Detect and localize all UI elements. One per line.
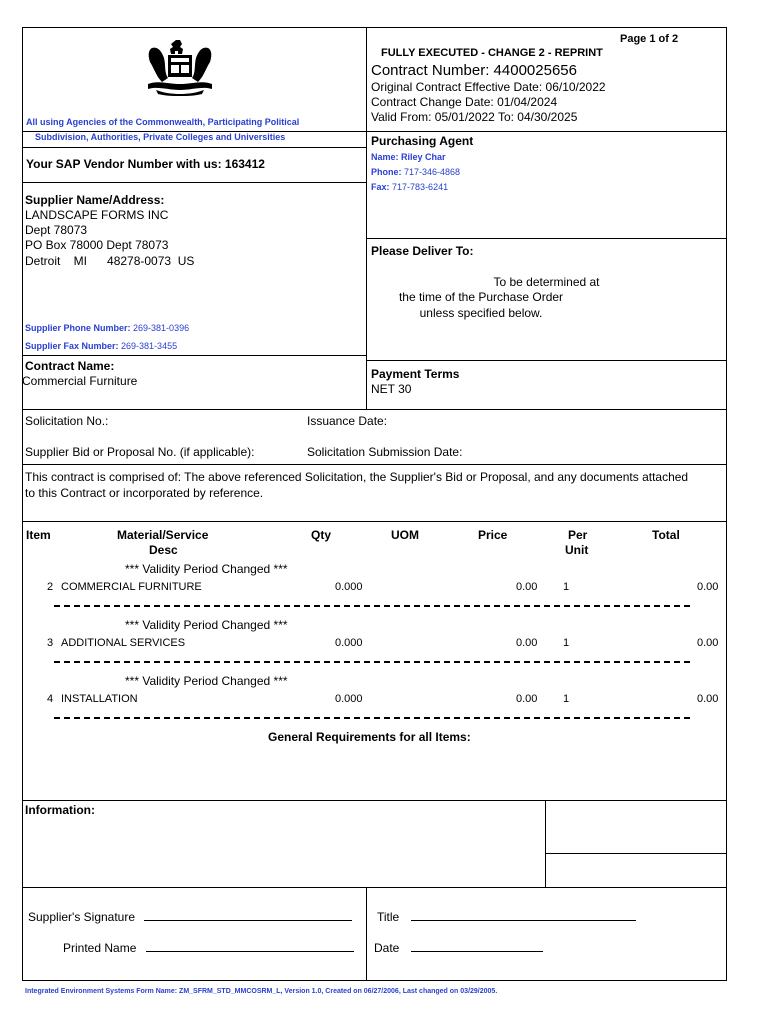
- supplier-phone-value: 269-381-0396: [133, 323, 190, 333]
- information-divider: [545, 800, 546, 888]
- solicitation-number: Solicitation No.:: [25, 414, 109, 428]
- supplier-signature-line[interactable]: [144, 910, 352, 921]
- comprised-line-1: This contract is comprised of: The above referenced Solicitation, the Supplier's Bid or Proposal, and any documents attached: [25, 470, 689, 484]
- row-note: *** Validity Period Changed ***: [125, 674, 288, 688]
- agencies-line-2: Subdivision, Authorities, Private Colleges and Universities: [35, 132, 286, 142]
- col-uom: UOM: [391, 528, 419, 542]
- deliver-line-3: unless specified below.: [419, 306, 543, 320]
- row-desc: INSTALLATION: [61, 693, 138, 705]
- title-label: Title: [377, 910, 400, 924]
- row-separator: [54, 661, 690, 663]
- header-divider: [366, 27, 367, 132]
- row-note: *** Validity Period Changed ***: [125, 618, 288, 632]
- row-item: 3: [47, 637, 54, 649]
- submission-date: Solicitation Submission Date:: [307, 445, 463, 459]
- issuance-date: Issuance Date:: [307, 414, 388, 428]
- supplier-address-line-1: LANDSCAPE FORMS INC: [25, 208, 169, 222]
- row-per: 1: [563, 693, 570, 705]
- contract-change-date: Contract Change Date: 01/04/2024: [371, 95, 558, 109]
- deliver-to-title: Please Deliver To:: [371, 244, 474, 258]
- signature-divider: [366, 887, 367, 981]
- supplier-fax-value: 269-381-3455: [121, 341, 178, 351]
- agent-name-value: Riley Char: [401, 152, 446, 162]
- row-desc: ADDITIONAL SERVICES: [61, 637, 186, 649]
- row-separator: [54, 717, 690, 719]
- vendor-agent-divider: [366, 131, 367, 410]
- col-price: Price: [478, 528, 508, 542]
- row-desc: COMMERCIAL FURNITURE: [61, 581, 202, 593]
- page-number: Page 1 of 2: [620, 33, 679, 45]
- contract-number: Contract Number: 4400025656: [371, 62, 577, 79]
- agent-phone-value: 717-346-4868: [404, 167, 461, 177]
- col-per-2: Unit: [565, 543, 589, 557]
- signature-box: [22, 887, 727, 981]
- row-total: 0.00: [697, 637, 719, 649]
- agent-name: [371, 152, 446, 163]
- col-qty: Qty: [311, 528, 332, 542]
- information-side-line: [545, 853, 727, 854]
- supplier-signature-label: Supplier's Signature: [28, 910, 136, 924]
- agent-phone: [371, 167, 460, 178]
- agencies-line-1: All using Agencies of the Commonwealth, Participating Political: [26, 117, 300, 127]
- row-qty: 0.000: [335, 637, 363, 649]
- supplier-address-line-3: PO Box 78000 Dept 78073: [25, 238, 169, 252]
- title-line[interactable]: [411, 910, 636, 921]
- row-item: 4: [47, 693, 54, 705]
- agent-phone-label: Phone:: [371, 167, 402, 177]
- printed-name-line[interactable]: [146, 941, 354, 952]
- supplier-fax-label: Supplier Fax Number:: [25, 341, 119, 351]
- supplier-address-label: Supplier Name/Address:: [25, 193, 165, 207]
- contract-name-value: Commercial Furniture: [22, 374, 138, 388]
- printed-name-label: Printed Name: [63, 941, 137, 955]
- purchasing-agent-title: Purchasing Agent: [371, 134, 474, 148]
- title-field: [377, 910, 636, 924]
- agent-fax-label: Fax:: [371, 182, 390, 192]
- original-effective-date: Original Contract Effective Date: 06/10/2022: [371, 80, 606, 94]
- contract-name-label: Contract Name:: [25, 359, 115, 373]
- supplier-signature: [28, 910, 352, 924]
- row-price: 0.00: [516, 637, 538, 649]
- agent-fax: [371, 182, 448, 193]
- bid-proposal-number: Supplier Bid or Proposal No. (if applicable):: [25, 445, 255, 459]
- col-item: Item: [26, 528, 51, 542]
- valid-period: Valid From: 05/01/2022 To: 04/30/2025: [371, 110, 578, 124]
- form-footer: Integrated Environment Systems Form Name: ZM_SFRM_STD_MMCOSRM_L, Version 1.0, Created on 06/27/2006, Last changed on 03/29/2005.: [25, 988, 498, 995]
- row-item: 2: [47, 581, 54, 593]
- date-label: Date: [374, 941, 400, 955]
- date-line[interactable]: [411, 941, 543, 952]
- payment-terms-value: NET 30: [371, 382, 412, 396]
- sap-vendor-number: Your SAP Vendor Number with us: 163412: [26, 157, 265, 171]
- information-label: Information:: [25, 803, 95, 817]
- comprised-line-2: to this Contract or incorporated by reference.: [25, 486, 264, 500]
- information-box: [22, 800, 727, 888]
- sap-top-line: [22, 147, 367, 148]
- supplier-phone: [25, 323, 189, 334]
- supplier-phone-label: Supplier Phone Number:: [25, 323, 131, 333]
- deliver-line-2: the time of the Purchase Order: [398, 290, 564, 304]
- supplier-address-line-2: Dept 78073: [25, 223, 88, 237]
- row-price: 0.00: [516, 693, 538, 705]
- row-qty: 0.000: [335, 693, 363, 705]
- deliver-line-1: To be determined at: [493, 275, 600, 289]
- row-per: 1: [563, 637, 570, 649]
- col-total: Total: [652, 528, 680, 542]
- supplier-fax: [25, 341, 177, 352]
- col-desc-1: Material/Service: [117, 528, 209, 542]
- row-separator: [54, 605, 690, 607]
- supplier-address-line-4: Detroit MI 48278-0073 US: [25, 254, 195, 268]
- col-per-1: Per: [568, 528, 588, 542]
- row-total: 0.00: [697, 581, 719, 593]
- date-field: [374, 941, 543, 955]
- commonwealth-seal-icon: [142, 38, 218, 96]
- deliver-top-line: [366, 238, 727, 239]
- terms-top-line: [366, 360, 727, 361]
- general-requirements: General Requirements for all Items:: [268, 730, 471, 744]
- row-total: 0.00: [697, 693, 719, 705]
- document-status: FULLY EXECUTED - CHANGE 2 - REPRINT: [381, 47, 603, 59]
- row-per: 1: [563, 581, 570, 593]
- printed-name: [63, 941, 354, 955]
- col-desc-2: Desc: [149, 543, 178, 557]
- sap-bottom-line: [22, 182, 367, 183]
- row-qty: 0.000: [335, 581, 363, 593]
- contract-name-line: [22, 355, 367, 356]
- row-price: 0.00: [516, 581, 538, 593]
- payment-terms-label: Payment Terms: [371, 367, 460, 381]
- agent-fax-value: 717-783-6241: [392, 182, 449, 192]
- agent-name-label: Name:: [371, 152, 399, 162]
- row-note: *** Validity Period Changed ***: [125, 562, 288, 576]
